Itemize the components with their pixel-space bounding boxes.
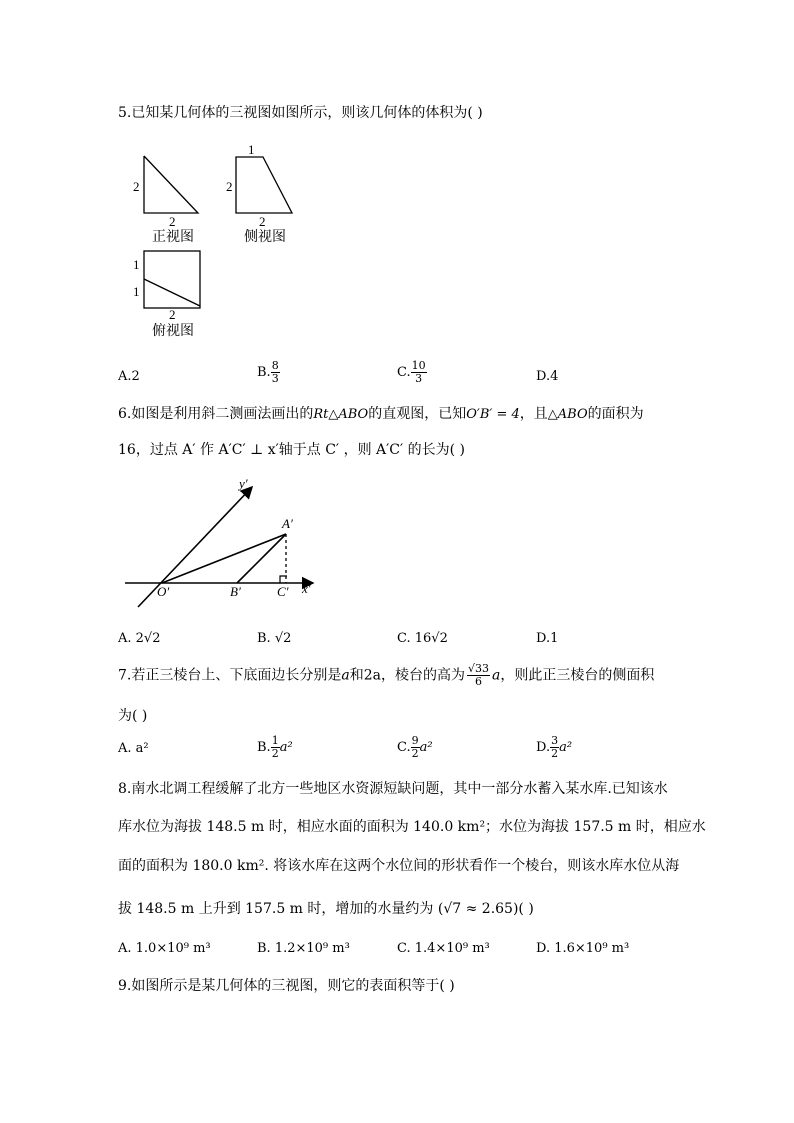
q7-option-a: A. a² (118, 741, 149, 756)
q8-line3: 面的面积为 180.0 km². 将该水库在这两个水位间的形状看作一个棱台，则该水库水位从海 (118, 858, 680, 874)
q5-top-label: 俯视图 (152, 323, 194, 339)
q5-stem: 5.已知某几何体的三视图如图所示，则该几何体的体积为( ) (118, 105, 483, 121)
q7-option-c: C. $\frac{9}{2}$ a² (397, 734, 433, 760)
q6-line2: 16，过点 A′ 作 A′C′ ⊥ x′轴于点 C′ ，则 A′C′ 的长为( ) (118, 442, 466, 458)
q8-option-a: A. 1.0×10⁹ m³ (118, 941, 211, 956)
q8-line4: 拔 148.5 m 上升到 157.5 m 时，增加的水量约为 (√7 ≈ 2.65)( ) (118, 901, 534, 917)
q5-side-height: 2 (226, 179, 233, 194)
q7-option-d: D. $\frac{3}{2}$ a² (536, 734, 573, 760)
q7-option-b: B. $\frac{1}{2}$ a² (257, 734, 293, 760)
q8-option-d: D. 1.6×10⁹ m³ (536, 941, 630, 956)
q6-option-a: A. 2√2 (118, 631, 161, 646)
q7-line1: 7.若正三棱台上、下底面边长分别是a和2a，棱台的高为 $\frac{√33}{6}$ a，则此正三棱台的侧面积 (118, 662, 655, 688)
q5-front-label: 正视图 (152, 229, 194, 245)
q5-side-top: 1 (248, 142, 255, 157)
q8-option-c: C. 1.4×10⁹ m³ (397, 941, 490, 956)
q5-top-view (130, 245, 210, 315)
q6-label-b: B′ (230, 584, 241, 599)
q5-side-label: 侧视图 (244, 229, 286, 245)
q6-option-c: C. 16√2 (397, 631, 448, 646)
q5-front-height: 2 (133, 179, 140, 194)
q5-option-c: C. $\frac{10}{3}$ (397, 359, 426, 385)
q5-side-width: 2 (259, 214, 266, 229)
q5-top-width: 2 (169, 307, 176, 322)
q8-option-b: B. 1.2×10⁹ m³ (257, 941, 350, 956)
q5-top-lower: 1 (133, 284, 140, 299)
q8-line1: 8.南水北调工程缓解了北方一些地区水资源短缺问题，其中一部分水蓄入某水库.已知该水 (118, 781, 668, 797)
q6-label-x: x′ (302, 581, 311, 596)
q5-option-b: B. $\frac{8}{3}$ (257, 359, 279, 385)
q5-option-d: D.4 (536, 369, 559, 384)
q6-option-b: B. √2 (257, 631, 292, 646)
q5-front-width: 2 (169, 214, 176, 229)
q5-option-a: A.2 (118, 369, 140, 384)
q6-line1: 6.如图是利用斜二测画法画出的Rt△ABO的直观图，已知O′B′ = 4，且△ABO的面积为 (118, 406, 644, 422)
q7-line2: 为( ) (118, 708, 148, 724)
q6-label-c: C′ (277, 584, 289, 599)
q6-option-d: D.1 (536, 631, 559, 646)
q5-top-upper: 1 (133, 257, 140, 272)
q6-label-y: y′ (239, 476, 248, 491)
q6-label-a: A′ (282, 516, 293, 531)
q6-label-o: O′ (157, 584, 170, 599)
q8-line2: 库水位为海拔 148.5 m 时，相应水面的面积为 140.0 km²；水位为海拔 157.5 m 时，相应水 (118, 819, 706, 835)
q9-stem: 9.如图所示是某几何体的三视图，则它的表面积等于( ) (118, 978, 455, 994)
